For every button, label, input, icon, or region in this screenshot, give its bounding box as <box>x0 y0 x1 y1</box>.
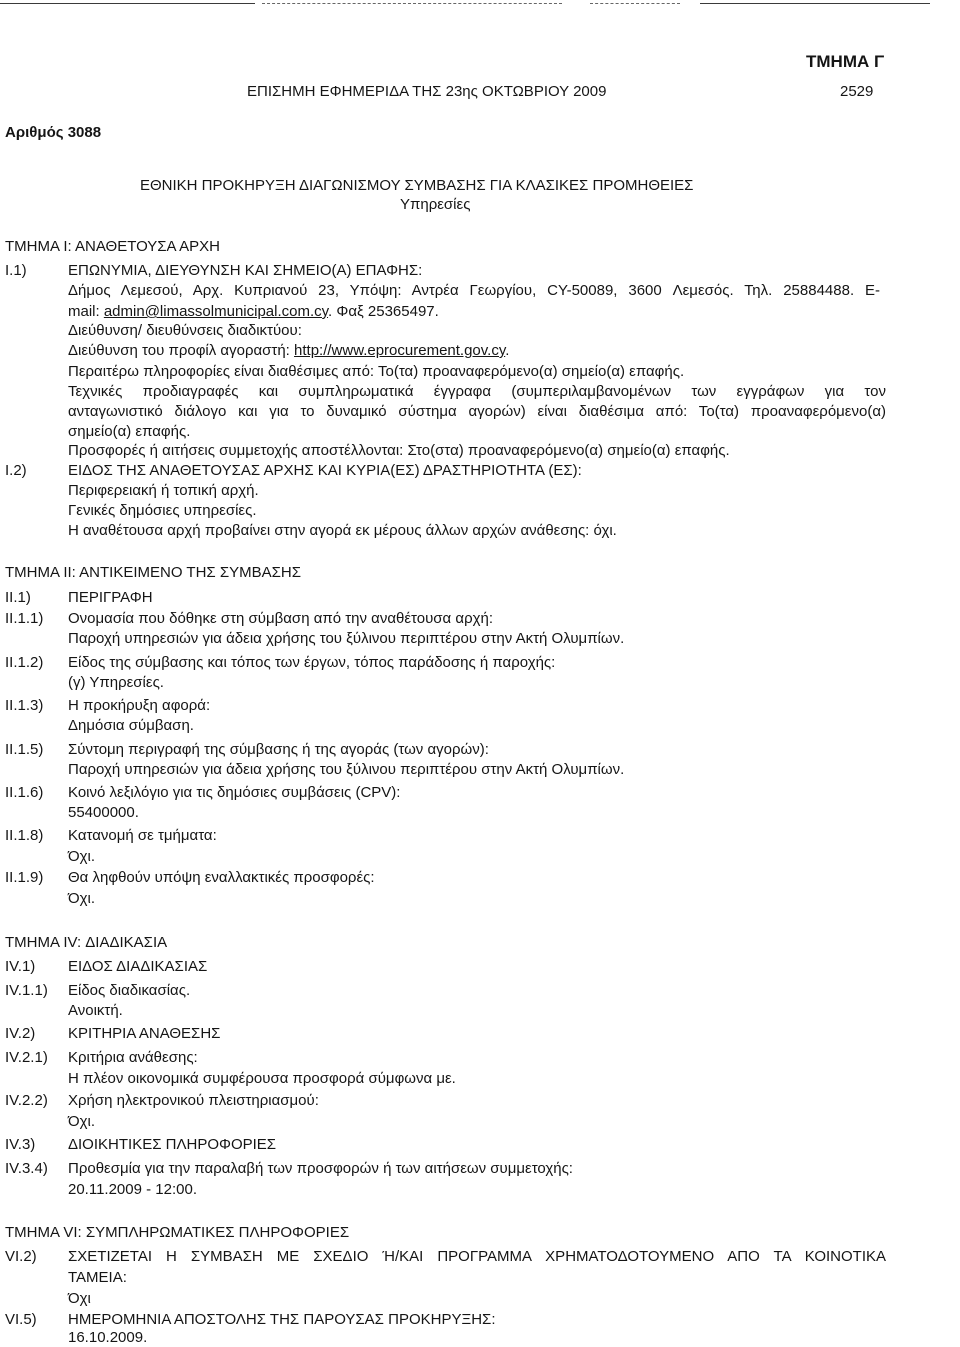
item-heading: Θα ληφθούν υπόψη εναλλακτικές προσφορές: <box>68 869 375 886</box>
scan-edge-line <box>700 3 930 4</box>
item-value: Όχι. <box>68 1113 95 1130</box>
further-info: Περαιτέρω πληροφορίες είναι διαθέσιμες από: Το(τα) προαναφερόμενο(α) σημείο(α) επαφής. <box>68 363 685 380</box>
notice-title: ΕΘΝΙΚΗ ΠΡΟΚΗΡΥΞΗ ΔΙΑΓΩΝΙΣΜΟΥ ΣΥΜΒΑΣΗΣ ΓΙΑ ΚΛΑΣΙΚΕΣ ΠΡΟΜΗΘΕΙΕΣ <box>140 177 694 194</box>
item-value: 55400000. <box>68 804 139 821</box>
scan-edge-line <box>590 3 680 4</box>
email-line <box>68 304 439 320</box>
item-code: IV.2.1) <box>5 1049 48 1066</box>
item-code: VI.5) <box>5 1311 37 1328</box>
item-value: Η αναθέτουσα αρχή προβαίνει στην αγορά εκ μέρους άλλων αρχών ανάθεσης: όχι. <box>68 522 617 539</box>
item-value: Ανοικτή. <box>68 1002 123 1019</box>
item-heading: ΤΑΜΕΙΑ: <box>68 1269 127 1286</box>
item-heading: Είδος διαδικασίας. <box>68 982 191 999</box>
documents-line: σημείο(α) επαφής. <box>68 423 191 440</box>
item-value: Όχι. <box>68 848 95 865</box>
item-code: I.1) <box>5 262 27 279</box>
item-heading: ΕΙΔΟΣ ΔΙΑΔΙΚΑΣΙΑΣ <box>68 958 208 975</box>
item-code: I.2) <box>5 462 27 479</box>
notice-number: Αριθμός 3088 <box>5 124 102 141</box>
item-heading: Ονομασία που δόθηκε στη σύμβαση από την αναθέτουσα αρχή: <box>68 610 493 627</box>
item-value: (γ) Υπηρεσίες. <box>68 674 164 691</box>
item-heading: Κριτήρια ανάθεσης: <box>68 1049 198 1066</box>
item-code: IV.3) <box>5 1136 36 1153</box>
item-heading: Προθεσμία για την παραλαβή των προσφορών ή των αιτήσεων συμμετοχής: <box>68 1160 573 1177</box>
item-value: Δημόσια σύμβαση. <box>68 717 194 734</box>
section-heading: ΤΜΗΜΑ IV: ΔΙΑΔΙΚΑΣΙΑ <box>5 934 168 951</box>
item-value: Παροχή υπηρεσιών για άδεια χρήσης του ξύλινου περιπτέρου στην Ακτή Ολυμπίων. <box>68 761 625 778</box>
item-heading: ΔΙΟΙΚΗΤΙΚΕΣ ΠΛΗΡΟΦΟΡΙΕΣ <box>68 1136 277 1153</box>
scan-edge-line <box>262 3 562 4</box>
item-heading: ΕΠΩΝΥΜΙΑ, ΔΙΕΥΘΥΝΣΗ ΚΑΙ ΣΗΜΕΙΟ(Α) ΕΠΑΦΗΣ: <box>68 262 423 279</box>
item-code: VI.2) <box>5 1248 37 1265</box>
item-heading: ΠΕΡΙΓΡΑΦΗ <box>68 589 153 606</box>
item-value: 20.11.2009 - 12:00. <box>68 1181 197 1198</box>
notice-subtitle: Υπηρεσίες <box>400 196 471 213</box>
email-link[interactable]: admin@limassolmunicipal.com.cy <box>103 303 329 320</box>
email-prefix: mail: <box>68 303 104 320</box>
item-value: Περιφερειακή ή τοπική αρχή. <box>68 482 259 499</box>
documents-line: Τεχνικές προδιαγραφές και συμπληρωματικά έγγραφα (συμπεριλαμβανομένων των εγγράφων για τον <box>68 384 886 400</box>
buyer-profile-line <box>68 343 509 359</box>
item-value: Η πλέον οικονομικά συμφέρουσα προσφορά σύμφωνα με. <box>68 1070 456 1087</box>
item-heading: Σύντομη περιγραφή της σύμβασης ή της αγοράς (των αγορών): <box>68 741 489 758</box>
item-code: II.1.3) <box>5 697 44 714</box>
item-heading: Είδος της σύμβασης και τόπος των έργων, τόπος παράδοσης ή παροχής: <box>68 654 556 671</box>
buyer-profile-label: Διεύθυνση του προφίλ αγοραστή: <box>68 342 295 359</box>
item-code: IV.1) <box>5 958 36 975</box>
item-code: II.1.2) <box>5 654 44 671</box>
item-code: II.1.6) <box>5 784 44 801</box>
item-code: II.1) <box>5 589 31 606</box>
item-code: IV.1.1) <box>5 982 48 999</box>
documents-line: ανταγωνιστικό διάλογο και για το δυναμικό σύστημα αγορών) είναι διαθέσιμα από: Το(τα) προαναφερόμενο(α) <box>68 404 886 420</box>
item-code: IV.2.2) <box>5 1092 48 1109</box>
submissions-info: Προσφορές ή αιτήσεις συμμετοχής αποστέλλονται: Στο(στα) προαναφερόμενο(α) σημείο(α) επαφής. <box>68 442 730 459</box>
item-value: 16.10.2009. <box>68 1329 148 1346</box>
fax-number: . Φαξ 25365497. <box>328 303 439 320</box>
gazette-section-label: ΤΜΗΜΑ Γ <box>806 52 885 71</box>
item-value: Όχι <box>68 1290 91 1307</box>
section-heading: ΤΜΗΜΑ Ι: ΑΝΑΘΕΤΟΥΣΑ ΑΡΧΗ <box>5 238 220 255</box>
item-heading: ΕΙΔΟΣ ΤΗΣ ΑΝΑΘΕΤΟΥΣΑΣ ΑΡΧΗΣ ΚΑΙ ΚΥΡΙΑ(ΕΣ) ΔΡΑΣΤΗΡΙΟΤΗΤΑ (ΕΣ): <box>68 462 582 479</box>
buyer-profile-end: . <box>505 342 510 359</box>
gazette-title: ΕΠΙΣΗΜΗ ΕΦΗΜΕΡΙΔΑ ΤΗΣ 23ης ΟΚΤΩΒΡΙΟΥ 2009 <box>247 83 607 100</box>
item-code: II.1.1) <box>5 610 44 627</box>
item-heading: ΗΜΕΡΟΜΗΝΙΑ ΑΠΟΣΤΟΛΗΣ ΤΗΣ ΠΑΡΟΥΣΑΣ ΠΡΟΚΗΡΥΞΗΣ: <box>68 1311 496 1328</box>
item-heading: Η προκήρυξη αφορά: <box>68 697 211 714</box>
item-code: IV.3.4) <box>5 1160 48 1177</box>
buyer-profile-url-link[interactable]: http://www.eprocurement.gov.cy <box>294 342 506 359</box>
item-value: Όχι. <box>68 890 95 907</box>
item-value: Γενικές δημόσιες υπηρεσίες. <box>68 502 257 519</box>
item-code: II.1.9) <box>5 869 44 886</box>
item-code: II.1.5) <box>5 741 44 758</box>
item-code: II.1.8) <box>5 827 44 844</box>
item-heading: ΣΧΕΤΙΖΕΤΑΙ Η ΣΥΜΒΑΣΗ ΜΕ ΣΧΕΔΙΟ Ή/ΚΑΙ ΠΡΟΓΡΑΜΜΑ ΧΡΗΜΑΤΟΔΟΤΟΥΜΕΝΟ ΑΠΟ ΤΑ ΚΟΙΝΟΤΙΚΑ <box>68 1249 886 1265</box>
section-heading: ΤΜΗΜΑ ΙΙ: ΑΝΤΙΚΕΙΜΕΝΟ ΤΗΣ ΣΥΜΒΑΣΗΣ <box>5 564 302 581</box>
authority-address: Δήμος Λεμεσού, Αρχ. Κυπριανού 23, Υπόψη: Αντρέα Γεωργίου, CY-50089, 3600 Λεμεσός. Τηλ. 25884488. E- <box>68 283 880 299</box>
item-heading: Κατανομή σε τμήματα: <box>68 827 217 844</box>
item-heading: Χρήση ηλεκτρονικού πλειστηριασμού: <box>68 1092 319 1109</box>
section-heading: ΤΜΗΜΑ VI: ΣΥΜΠΛΗΡΩΜΑΤΙΚΕΣ ΠΛΗΡΟΦΟΡΙΕΣ <box>5 1224 350 1241</box>
page-number: 2529 <box>840 83 874 100</box>
internet-heading: Διεύθυνση/ διευθύνσεις διαδικτύου: <box>68 322 302 339</box>
item-heading: Κοινό λεξιλόγιο για τις δημόσιες συμβάσεις (CPV): <box>68 784 401 801</box>
scan-edge-line <box>0 3 255 4</box>
item-heading: ΚΡΙΤΗΡΙΑ ΑΝΑΘΕΣΗΣ <box>68 1025 221 1042</box>
item-value: Παροχή υπηρεσιών για άδεια χρήσης του ξύλινου περιπτέρου στην Ακτή Ολυμπίων. <box>68 630 625 647</box>
item-code: IV.2) <box>5 1025 36 1042</box>
